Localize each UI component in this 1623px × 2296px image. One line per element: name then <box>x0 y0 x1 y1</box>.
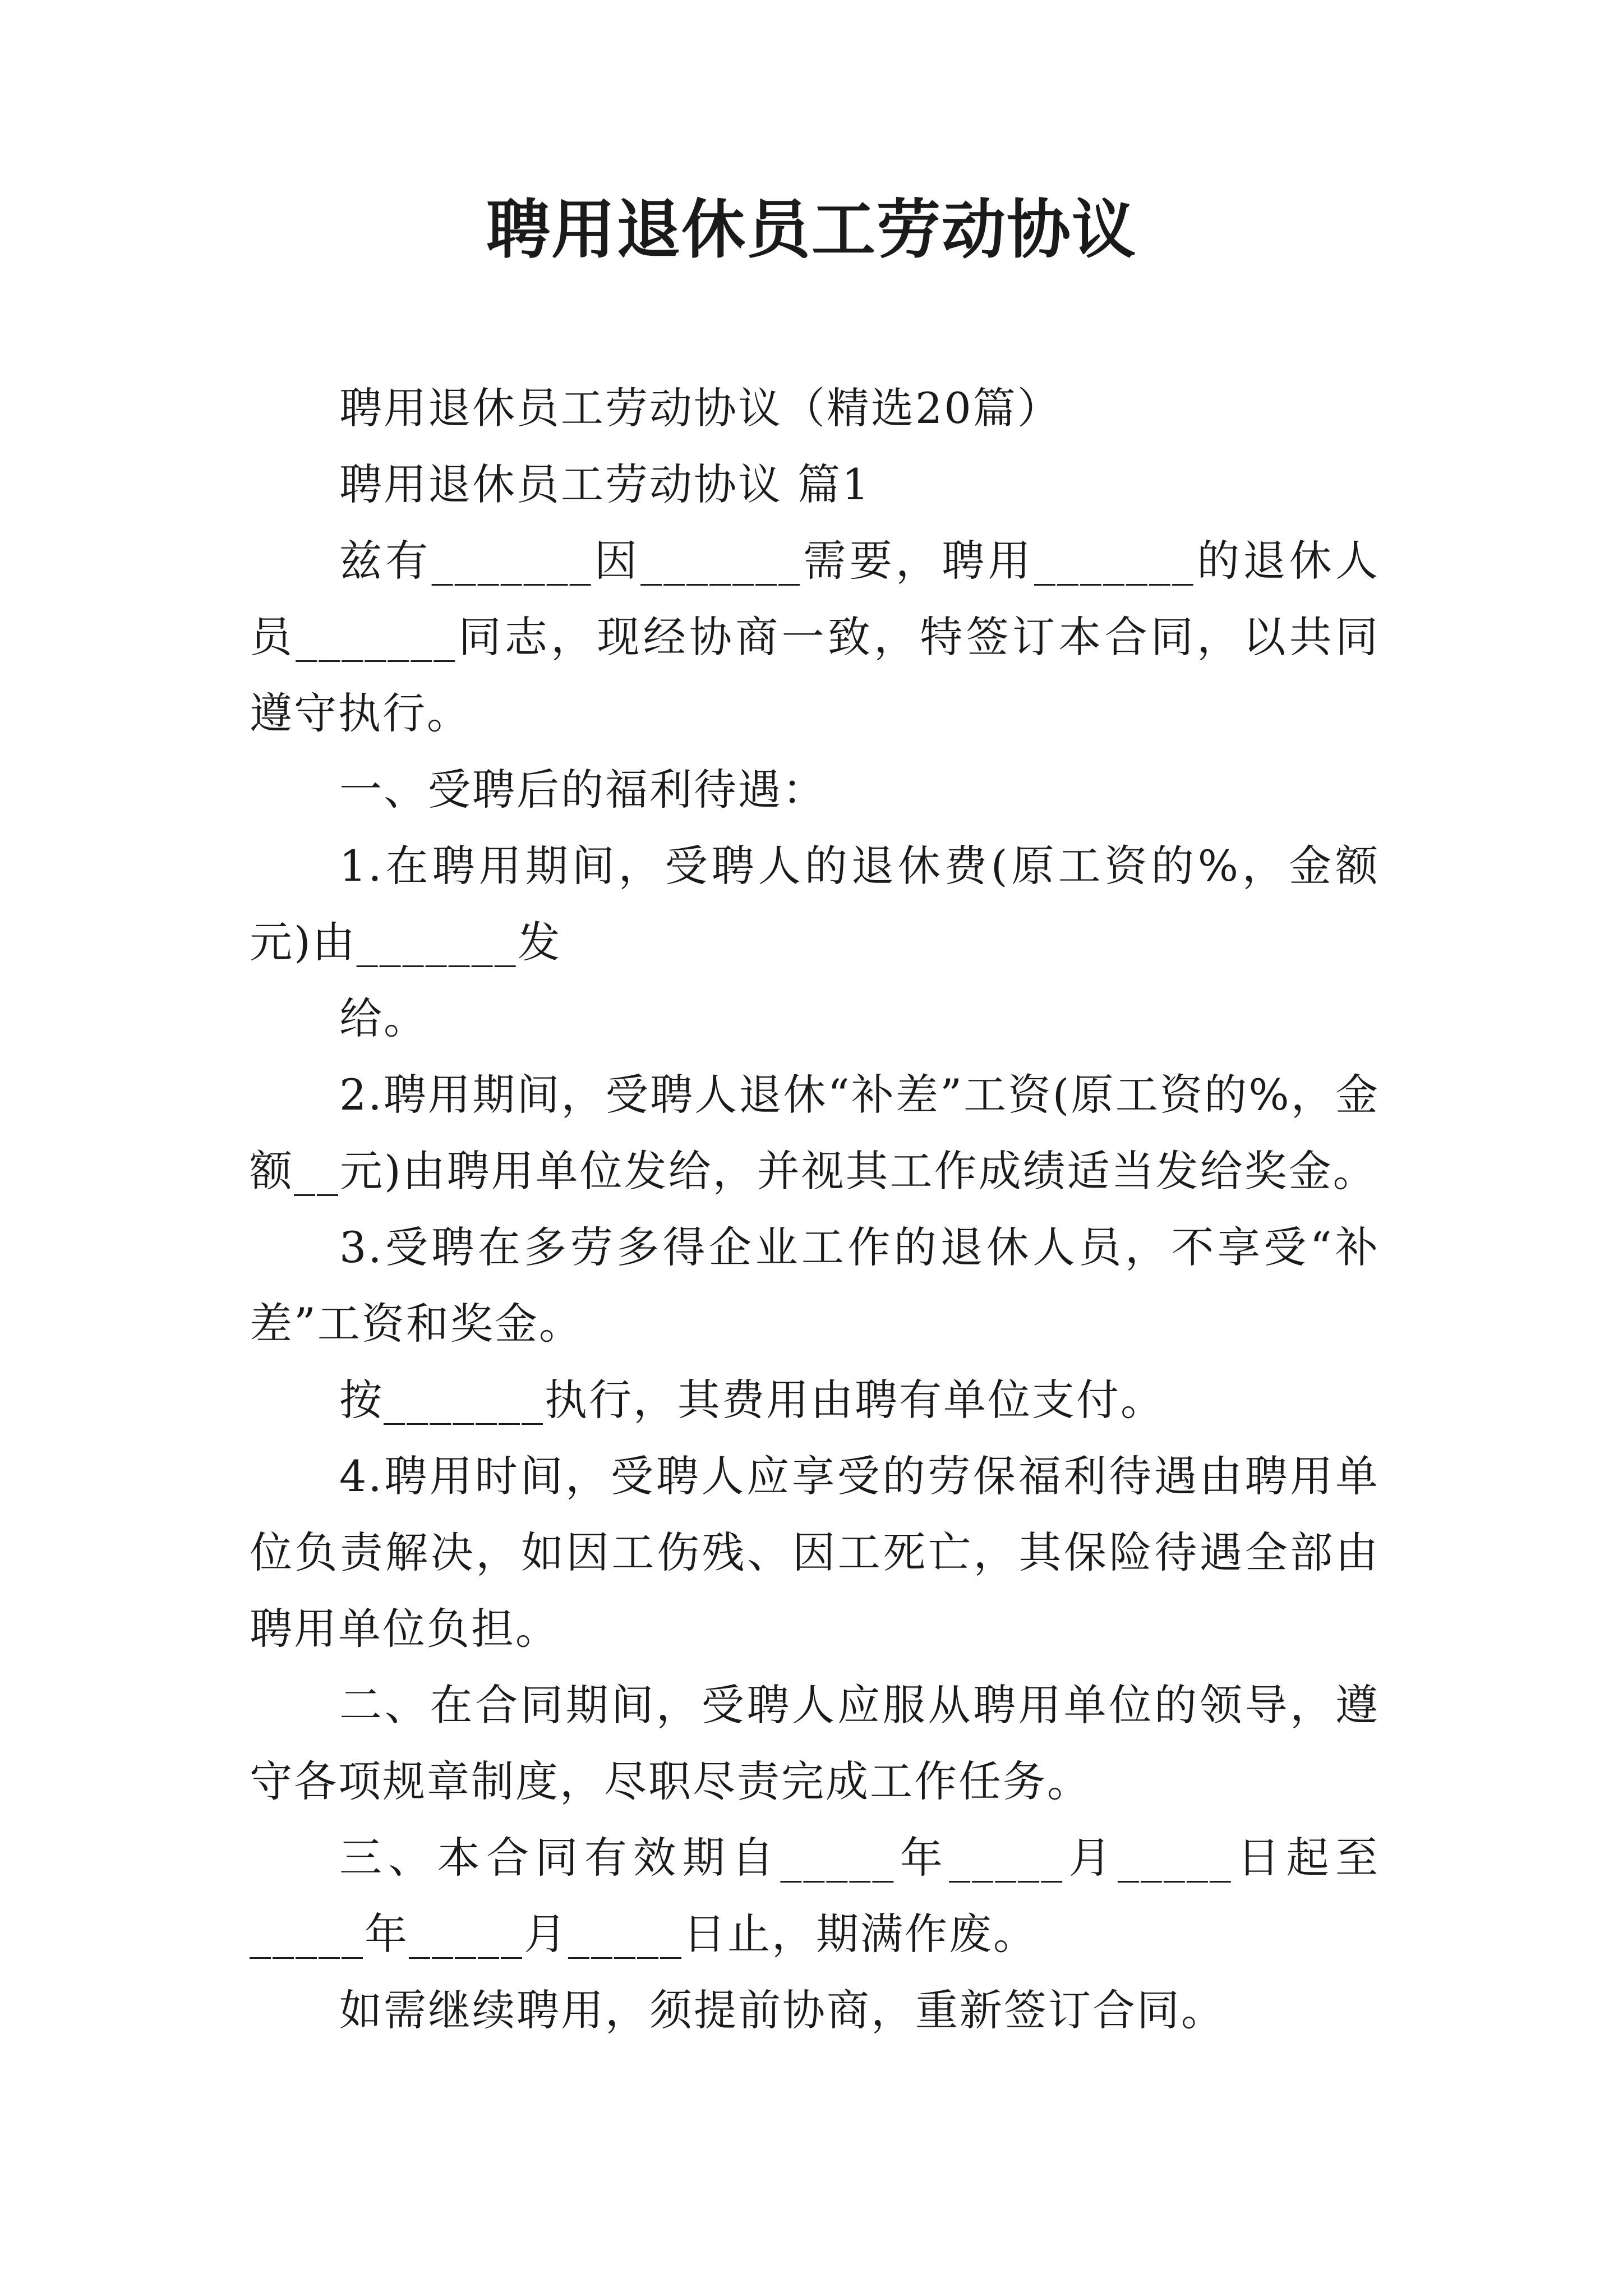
document-body <box>250 370 1380 2049</box>
paragraph: 三、本合同有效期自_____年_____月_____日起至_____年_____月_____日止，期满作废。 <box>250 1833 1380 1959</box>
paragraph: 聘用退休员工劳动协议（精选20篇） <box>339 383 1062 433</box>
paragraph: 1.在聘用期间，受聘人的退休费(原工资的%，金额元)由_______发 <box>250 841 1380 967</box>
paragraph: 兹有_______因_______需要，聘用_______的退休人员_______同志，现经协商一致，特签订本合同，以共同遵守执行。 <box>250 536 1380 738</box>
paragraph: 3.受聘在多劳多得企业工作的退休人员，不享受“补差”工资和奖金。 <box>250 1222 1380 1349</box>
paragraph: 聘用退休员工劳动协议 篇1 <box>339 459 871 509</box>
paragraph: 一、受聘后的福利待遇： <box>339 765 827 815</box>
document-title: 聘用退休员工劳动协议 <box>486 192 1137 267</box>
paragraph: 按_______执行，其费用由聘有单位支付。 <box>339 1375 1165 1425</box>
paragraph: 给。 <box>339 993 428 1043</box>
paragraph: 如需继续聘用，须提前协商，重新签订合同。 <box>339 1985 1225 2035</box>
paragraph: 2.聘用期间，受聘人退休“补差”工资(原工资的%，金额__元)由聘用单位发给，并视其工作成绩适当发给奖金。 <box>250 1070 1380 1196</box>
paragraph: 二、在合同期间，受聘人应服从聘用单位的领导，遵守各项规章制度，尽职尽责完成工作任务。 <box>250 1680 1380 1806</box>
paragraph: 4.聘用时间，受聘人应享受的劳保福利待遇由聘用单位负责解决，如因工伤残、因工死亡，其保险待遇全部由聘用单位负担。 <box>250 1451 1380 1654</box>
